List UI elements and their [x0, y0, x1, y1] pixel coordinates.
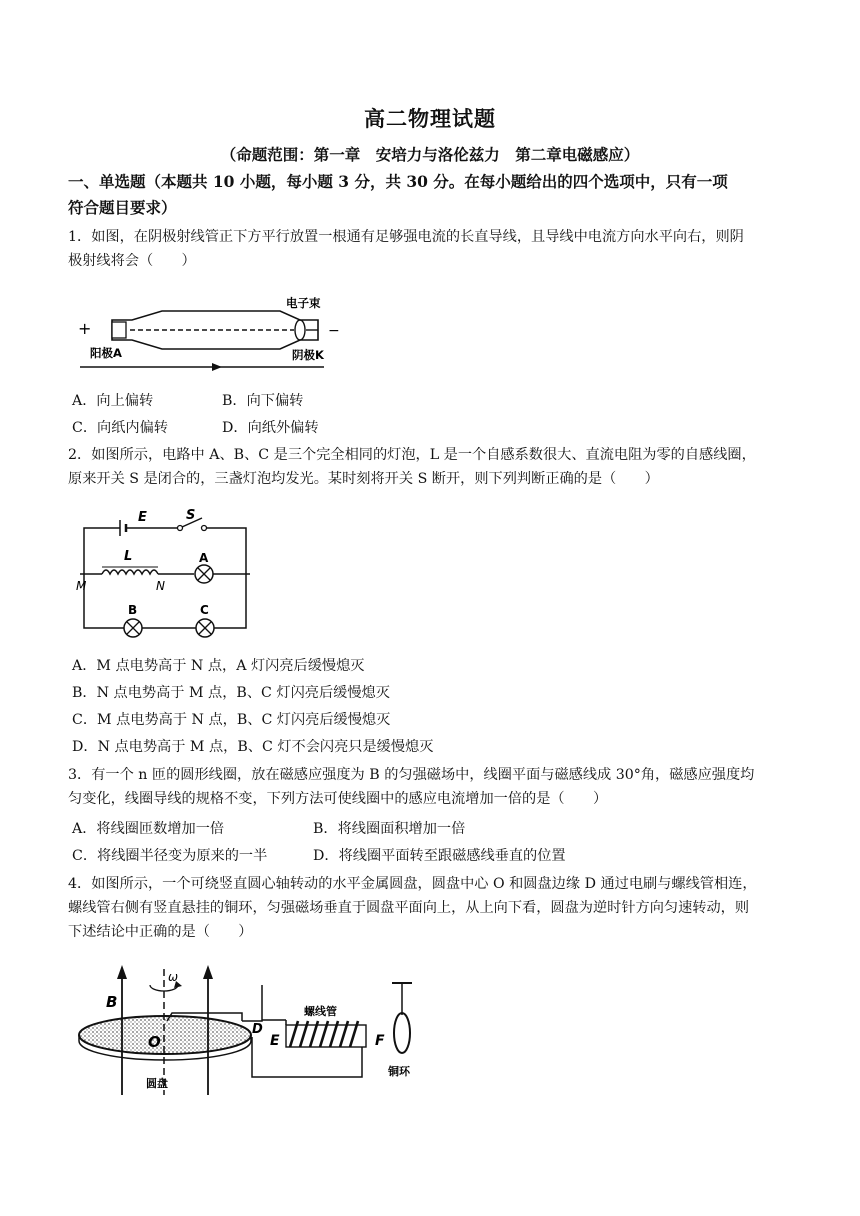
q1-option-d: D．向纸外偏转 [222, 420, 319, 436]
circuit-label-b: B [128, 603, 138, 617]
disk-label-solenoid: 螺线管 [304, 1005, 337, 1018]
question-2-line2: 原来开关 S 是闭合的，三盏灯泡均发光。某时刻将开关 S 断开，则下列判断正确的是（ ） [68, 471, 659, 487]
figure1-minus: − [328, 323, 340, 339]
q3-option-a: A．将线圈匝数增加一倍 [72, 821, 225, 837]
question-1-stem [68, 225, 798, 273]
q1-option-a: A．向上偏转 [72, 393, 154, 409]
q1-option-c: C．向纸内偏转 [72, 420, 168, 436]
disk-label-f: F [375, 1033, 385, 1049]
question-2-line1: 2．如图所示，电路中 A、B、C 是三个完全相同的灯泡，L 是一个自感系数很大、直流电阻为零的自感线圈， [68, 447, 756, 463]
question-3-stem [68, 763, 798, 811]
disk-label-disk: 圆盘 [146, 1077, 168, 1090]
circuit-label-a: A [199, 551, 209, 565]
disk-label-d: D [252, 1022, 263, 1037]
circuit-label-c: C [200, 603, 209, 617]
q2-option-a: A．M 点电势高于 N 点，A 灯闪亮后缓慢熄灭 [72, 658, 365, 674]
figure1-cathode-label: 阴极K [292, 348, 324, 362]
q3-option-b: B．将线圈面积增加一倍 [313, 821, 466, 837]
question-1-line2: 极射线将会（ ） [68, 253, 196, 269]
circuit-figure [72, 506, 262, 646]
disk-label-o: O [148, 1033, 161, 1051]
q2-option-b: B．N 点电势高于 M 点，B、C 灯闪亮后缓慢熄灭 [72, 685, 390, 701]
circuit-label-l: L [124, 549, 133, 564]
disk-label-b: B [106, 993, 118, 1011]
disk-label-ring: 铜环 [388, 1065, 410, 1078]
disk-label-e: E [270, 1033, 280, 1049]
question-3-line1: 3．有一个 n 匝的圆形线圈，放在磁感应强度为 B 的匀强磁场中，线圈平面与磁感线成 30°角，磁感应强度均 [68, 767, 755, 783]
circuit-label-m: M [76, 579, 87, 593]
section-heading [68, 169, 803, 221]
question-3-line2: 匀变化，线圈导线的规格不变，下列方法可使线圈中的感应电流增加一倍的是（ ） [68, 791, 608, 807]
q3-option-c: C．将线圈半径变为原来的一半 [72, 848, 268, 864]
question-4-line3: 下述结论中正确的是（ ） [68, 924, 253, 940]
circuit-label-s: S [186, 508, 196, 523]
question-4-stem [68, 872, 798, 944]
page-title: 高二物理试题 [364, 106, 496, 131]
q1-option-b: B．向下偏转 [222, 393, 304, 409]
figure1-beam-label: 电子束 [286, 296, 321, 310]
figure1-anode-label: 阳极A [90, 346, 122, 360]
circuit-label-n: N [156, 579, 165, 593]
q2-option-c: C．M 点电势高于 N 点，B、C 灯闪亮后缓慢熄灭 [72, 712, 391, 728]
section-heading-line2: 符合题目要求） [68, 198, 177, 217]
q2-option-d: D．N 点电势高于 M 点，B、C 灯不会闪亮只是缓慢熄灭 [72, 739, 434, 755]
question-4-line2: 螺线管右侧有竖直悬挂的铜环，匀强磁场垂直于圆盘平面向上，从上向下看，圆盘为逆时针方向匀速转动，则 [68, 900, 750, 916]
disk-label-omega: ω [168, 970, 179, 984]
question-4-line1: 4．如图所示，一个可绕竖直圆心轴转动的水平金属圆盘，圆盘中心 O 和圆盘边缘 D 通过电刷与螺线管相连， [68, 876, 757, 892]
circuit-label-e: E [138, 510, 147, 525]
section-heading-line1: 一、单选题（本题共 10 小题，每小题 3 分，共 30 分。在每小题给出的四个选项中，只有一项 [68, 172, 728, 191]
question-1-line1: 1．如图，在阴极射线管正下方平行放置一根通有足够强电流的长直导线，且导线中电流方向水平向右，则阴 [68, 229, 744, 245]
page-subtitle: （命题范围：第一章 安培力与洛伦兹力 第二章电磁感应） [220, 145, 640, 164]
q3-option-d: D．将线圈平面转至跟磁感线垂直的位置 [313, 848, 566, 864]
figure1-plus: + [78, 319, 92, 338]
question-2-stem [68, 443, 798, 491]
cathode-ray-tube-figure [72, 293, 352, 383]
rotating-disk-figure [72, 955, 452, 1100]
